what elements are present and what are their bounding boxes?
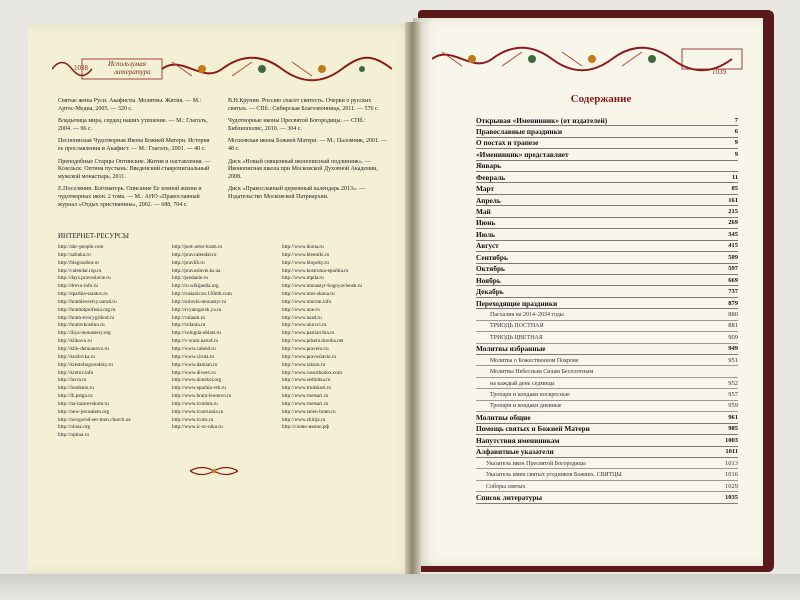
toc-page-number: 952 — [728, 379, 738, 387]
link-item: http://solovki-monastyr.ru — [172, 298, 227, 305]
toc-label: Молитвы избранные — [476, 345, 546, 354]
link-item: http://drevo-info.ru — [58, 283, 98, 290]
bibliography-entry: Преподобные Старцы Оптинские. Жития и наставления. — Козельск: Оптина пустынь: Введенский ставропигиальный мужской монастырь, 2011. — [58, 158, 211, 180]
link-item: http://krestobogorodsky.ru — [58, 361, 113, 368]
toc-page-number: 1013 — [725, 459, 738, 467]
link-item: http://na-lazarevskom.ru — [58, 400, 109, 407]
toc-row — [476, 265, 738, 275]
toc-label: ТРИОДЬ ПОСТНАЯ — [490, 323, 544, 330]
toc-label: Октябрь — [476, 265, 505, 274]
toc-row — [476, 299, 738, 309]
toc-label: Православные праздники — [476, 127, 563, 136]
bibliography-entry: Е.Поселянин. Богоматерь. Описание Ее земной жизни и чудотворных икон. 2 тома. — М.: АНО «Православный журнал «Отдых христианина», 2002. — 688, 704 с. — [58, 186, 202, 208]
bibliography-entry: Святые жены Руси. Акафисты. Молитвы. Жития. — М.: Артос-Медиа, 2005. — 320 с. — [58, 98, 202, 112]
toc-row — [476, 391, 738, 401]
link-item: http://www.troitskoti.ru — [282, 385, 331, 392]
toc-row — [476, 345, 738, 355]
toc-row — [476, 413, 738, 423]
link-item: http://www.zhitija.ru — [282, 416, 326, 423]
link-item: http://www.murom.info — [282, 298, 332, 305]
right-page-number: 1039 — [712, 68, 726, 76]
toc-row — [476, 185, 738, 195]
link-item: http://www.hram-leonovo.ru — [172, 393, 232, 400]
link-item: http://www.cirota.ru — [172, 353, 215, 360]
link-item: http://www.mos-skona.ru — [282, 291, 335, 298]
left-header-ornament — [52, 54, 392, 84]
toc-title: Содержание — [570, 93, 632, 105]
toc-label: Сентябрь — [476, 253, 508, 262]
link-item: http://www.damian.ru — [172, 361, 218, 368]
toc-page-number: 215 — [728, 208, 738, 215]
toc-row — [476, 208, 738, 218]
toc-label: Ноябрь — [476, 276, 501, 285]
link-item: http://www.eparhia-vtk.ru — [172, 385, 226, 392]
toc-page-number: 961 — [728, 413, 738, 421]
left-section-label — [108, 60, 151, 76]
link-item: http://eparhia-saratov.ru — [58, 291, 108, 298]
toc-label: Указатель имен святых угодников Божиих. СВЯТЦЫ — [486, 472, 622, 479]
toc-row — [476, 219, 738, 229]
toc-label: Июнь — [476, 219, 496, 228]
link-item: http://optina.ru — [58, 432, 89, 439]
toc-page-number: 7 — [734, 116, 738, 124]
link-item: http://valaam.ru — [172, 314, 205, 321]
link-item: http://www.pravoslavie.ru — [282, 353, 337, 360]
link-item: http://kozlovka.ru — [58, 353, 96, 360]
toc-row — [476, 230, 738, 240]
link-item: http://www.pravenc.ru — [282, 345, 329, 352]
toc-label: Январь — [476, 162, 501, 171]
link-item: http://www.monastyr-bogoyavlensk.ru — [282, 283, 362, 290]
toc-row — [476, 368, 738, 378]
toc-label: Май — [476, 208, 491, 216]
bibliography-entry: Московская икона Божией Матери. — М.: Паломник, 2001. — 48 с. — [228, 138, 387, 152]
toc-page-number: 6 — [734, 127, 738, 135]
link-item: http://days.pravoslavie.ru — [58, 275, 111, 282]
toc-label: Молитва о Божественном Покрове — [490, 357, 579, 364]
link-item: http://novgorod-ser-mon.church.ua — [58, 416, 131, 423]
link-item: http://obraz.org — [58, 424, 91, 431]
toc-page-number: 909 — [728, 333, 738, 341]
toc-row — [476, 436, 738, 446]
links-column-3 — [282, 244, 362, 432]
toc-label: «Именинник» представляет — [476, 150, 569, 159]
link-item: http://hramvkostino.ru — [58, 322, 105, 329]
link-item: http://www.calend.ru — [172, 345, 216, 352]
toc-page-number: 509 — [728, 253, 738, 261]
toc-label: Соборы святых — [486, 483, 526, 490]
toc-page-number: 1016 — [725, 471, 738, 479]
bibliography-entry: Диск «Новый священный иконописный подлинник». — Иконописная школа при Московской Духовной Академии, 2008. — [228, 158, 378, 180]
link-item: http://lavra.ru — [58, 377, 87, 384]
link-item: http://www.donskoi.org — [172, 377, 222, 384]
link-item: http://pravoslavie.ks.ua — [172, 267, 221, 274]
link-item: http://www.rusorthodox.com — [282, 369, 342, 376]
toc-row — [476, 162, 738, 172]
bibliography-column-right — [228, 98, 392, 207]
toc-page-number: 597 — [728, 265, 738, 273]
bibliography-entry: Владычица мира, сердец наших утешение. — М.: Глаголъ, 2004. — 96 с. — [58, 118, 208, 132]
link-item: http://www.nne.ru — [282, 306, 320, 313]
link-item: http://ru.wikipedia.org — [172, 283, 219, 290]
link-item: http://port-artur-hram.ro — [172, 244, 223, 250]
toc-label: на каждый день седмицы — [490, 380, 555, 387]
link-item: http://www.vsetsari.ru — [282, 393, 329, 400]
toc-row — [476, 150, 738, 160]
toc-label: Декабрь — [476, 288, 504, 297]
link-item: http://hramlevestvy.narod.ru — [58, 298, 117, 305]
toc-row — [476, 139, 738, 149]
toc-page-number: 879 — [728, 299, 738, 307]
link-item: http://www.pdsem.mreiha.net — [282, 338, 344, 345]
toc-page-number: 737 — [728, 288, 738, 296]
toc-label: Апрель — [476, 196, 501, 205]
toc-page-number: 415 — [728, 242, 738, 250]
toc-row — [476, 493, 738, 503]
links-column-2 — [172, 244, 232, 432]
link-item: http://www.ic-sc-nika.ru — [172, 424, 223, 431]
link-item: http://www.klopoky.ru — [282, 259, 329, 266]
toc-label: Помощь святых и Божией Матери — [476, 425, 590, 434]
link-item: http://krotov.info — [58, 369, 94, 376]
link-item: http://www.nsad.ru — [282, 314, 322, 321]
toc-row — [476, 402, 738, 412]
toc-label: Пасхалия на 2014–2034 годы — [490, 311, 564, 318]
toc-label: Список литературы — [476, 493, 543, 502]
link-item: http://v-xram.narod.ru — [172, 338, 219, 345]
link-item: http://svyatogorsk.ya.ru — [172, 306, 222, 313]
toc-label: Март — [476, 185, 495, 194]
link-item: http://www.vsetsari.ru — [282, 400, 329, 407]
toc-label: Указатель икон Пресвятой Богородицы — [486, 460, 586, 467]
table-surface — [0, 574, 800, 600]
toc-label: Июль — [476, 230, 496, 239]
toc-page-number: 951 — [728, 356, 738, 364]
link-item: http://www.patriarchia.ru — [282, 330, 335, 337]
toc-row — [476, 482, 738, 492]
toc-label: О постах и трапезе — [476, 139, 539, 148]
link-item: http://www.sedmitsa.ru — [282, 377, 331, 384]
link-item: http://lh.pstgu.ru — [58, 393, 93, 400]
left-page-number: 1038 — [74, 64, 88, 72]
link-item: http://predanie.ru — [172, 275, 208, 282]
link-item: http://vologda-oblast.ru — [172, 330, 221, 337]
toc-label: Переходящие праздники — [476, 299, 558, 308]
internet-resources-title: ИНТЕРНЕТ-РЕСУРСЫ — [58, 232, 129, 240]
link-item: http://www.okovci.ru — [282, 322, 327, 329]
link-item: http://iliya-monastery.org — [58, 330, 111, 337]
toc-row — [476, 116, 738, 126]
toc-page-number: 269 — [728, 219, 738, 227]
links-column-1 — [58, 244, 131, 440]
toc-page-number: 11 — [731, 173, 738, 181]
toc-page-number: 1029 — [725, 482, 738, 490]
link-item: http://www.iconrussia.ru — [172, 408, 224, 415]
toc-row — [476, 379, 738, 389]
link-item: http://www.klenniki.ru — [282, 251, 330, 258]
toc-page-number: 161 — [728, 196, 738, 204]
section-label-line: Использумая — [108, 60, 147, 68]
link-item: http://www.ikona.ru — [282, 244, 324, 250]
toc-row — [476, 333, 738, 343]
toc-row — [476, 288, 738, 298]
link-item: http://hramotprofesia.org.ru — [58, 306, 116, 313]
link-item: http://слово-иконо.рф — [282, 424, 329, 431]
toc-page-number: 1003 — [725, 436, 738, 444]
link-item: http://www.zelen-hram.ru — [282, 408, 336, 415]
bibliography-entry: Песнописная Чудотворная Икона Божией Матери. История ее прославления и Акафист. — М.: Глаголъ, 2001. — 40 с. — [58, 138, 210, 152]
toc-page-number: 957 — [728, 391, 738, 398]
toc-row — [476, 310, 738, 320]
right-header-ornament — [432, 44, 748, 74]
table-of-contents — [476, 116, 738, 505]
toc-label: Молитвы Небесным Силам Бесплотным — [490, 369, 594, 376]
toc-row — [476, 173, 738, 183]
toc-label: Август — [476, 242, 499, 251]
toc-row — [476, 127, 738, 137]
toc-row — [476, 276, 738, 286]
toc-page-number: 9 — [734, 139, 738, 147]
link-item: http://blagosobor.ru — [58, 259, 99, 266]
link-item: http://pravcalendar.ru — [172, 251, 217, 258]
toc-page-number: 880 — [728, 310, 738, 318]
link-item: http://klin-demianovo.ru — [58, 345, 109, 352]
toc-page-number: 9 — [734, 150, 738, 158]
toc-row — [476, 459, 738, 469]
toc-row — [476, 425, 738, 435]
link-item: http://new-jerusalem.org — [58, 408, 110, 415]
bibliography-column-left — [58, 98, 216, 214]
toc-page-number: 85 — [731, 185, 738, 193]
section-label-line: литература — [114, 68, 151, 76]
link-item: http://rusianicon.110mb.com — [172, 291, 232, 298]
link-item: http://vidania.ru — [172, 322, 206, 329]
toc-page-number: 959 — [728, 402, 738, 410]
bibliography-entry: Диск «Православный церковный календарь 2013». — Издательство Московской Патриархии. — [228, 186, 366, 200]
toc-page-number: 345 — [728, 230, 738, 238]
link-item: http://pravlib.ru — [172, 259, 205, 266]
link-item: http://www.diveev.ru — [172, 369, 216, 376]
toc-row — [476, 322, 738, 332]
toc-label: Тропари и кондаки воскресные — [490, 392, 570, 398]
link-item: http://hram-troicygribod.ru — [58, 314, 115, 321]
toc-label: Молитвы общие — [476, 413, 531, 422]
link-item: http://www.icons.ru — [172, 416, 214, 423]
toc-row — [476, 356, 738, 366]
link-item: http://loudsino.ru — [58, 385, 94, 392]
toc-page-number: 949 — [728, 345, 738, 353]
link-item: http://www.iconhm.ru — [172, 400, 218, 407]
link-item: http://www.mpda.ru — [282, 275, 324, 282]
book-spine-gutter — [405, 22, 421, 574]
toc-row — [476, 253, 738, 263]
toc-row — [476, 471, 738, 481]
bottom-ornament — [190, 464, 238, 478]
toc-row — [476, 196, 738, 206]
toc-row — [476, 242, 738, 252]
toc-label: Алфавитные указатели — [476, 448, 554, 457]
toc-row — [476, 448, 738, 458]
toc-page-number: 985 — [728, 425, 738, 433]
link-item: http://azbuka.ru — [58, 251, 91, 258]
toc-label: Февраль — [476, 173, 506, 182]
toc-page-number: 1035 — [725, 493, 738, 501]
link-item: http://klikovo.ru — [58, 338, 92, 345]
link-item: http://calendar.rop.ru — [58, 267, 102, 274]
bibliography-entry: В.Н.Крупин. Россию спасет святость. Очерки о русских святых. — СПб.: Сибирская Благозвонница, 2011. — 576 с. — [228, 98, 380, 112]
toc-label: Открывая «Именинник» (от издателей) — [476, 116, 608, 125]
toc-label: Тропари и кондаки дневные — [490, 403, 562, 410]
bibliography-entry: Чудотворные иконы Пресвятой Богородицы. — СПб.: Библиополис, 2010. — 304 с. — [228, 118, 366, 132]
link-item: http://www.kostroma-eparhia.ru — [282, 267, 349, 274]
link-item: http://abc-people.com — [58, 244, 104, 250]
toc-page-number: 1011 — [725, 448, 738, 456]
toc-page-number: 669 — [728, 276, 738, 284]
toc-label: Напутствия имениникам — [476, 436, 560, 445]
link-item: http://www.raizon.ru — [282, 361, 326, 368]
toc-page-number: 881 — [728, 322, 738, 330]
toc-label: ТРИОДЬ ЦВЕТНАЯ — [490, 334, 543, 341]
